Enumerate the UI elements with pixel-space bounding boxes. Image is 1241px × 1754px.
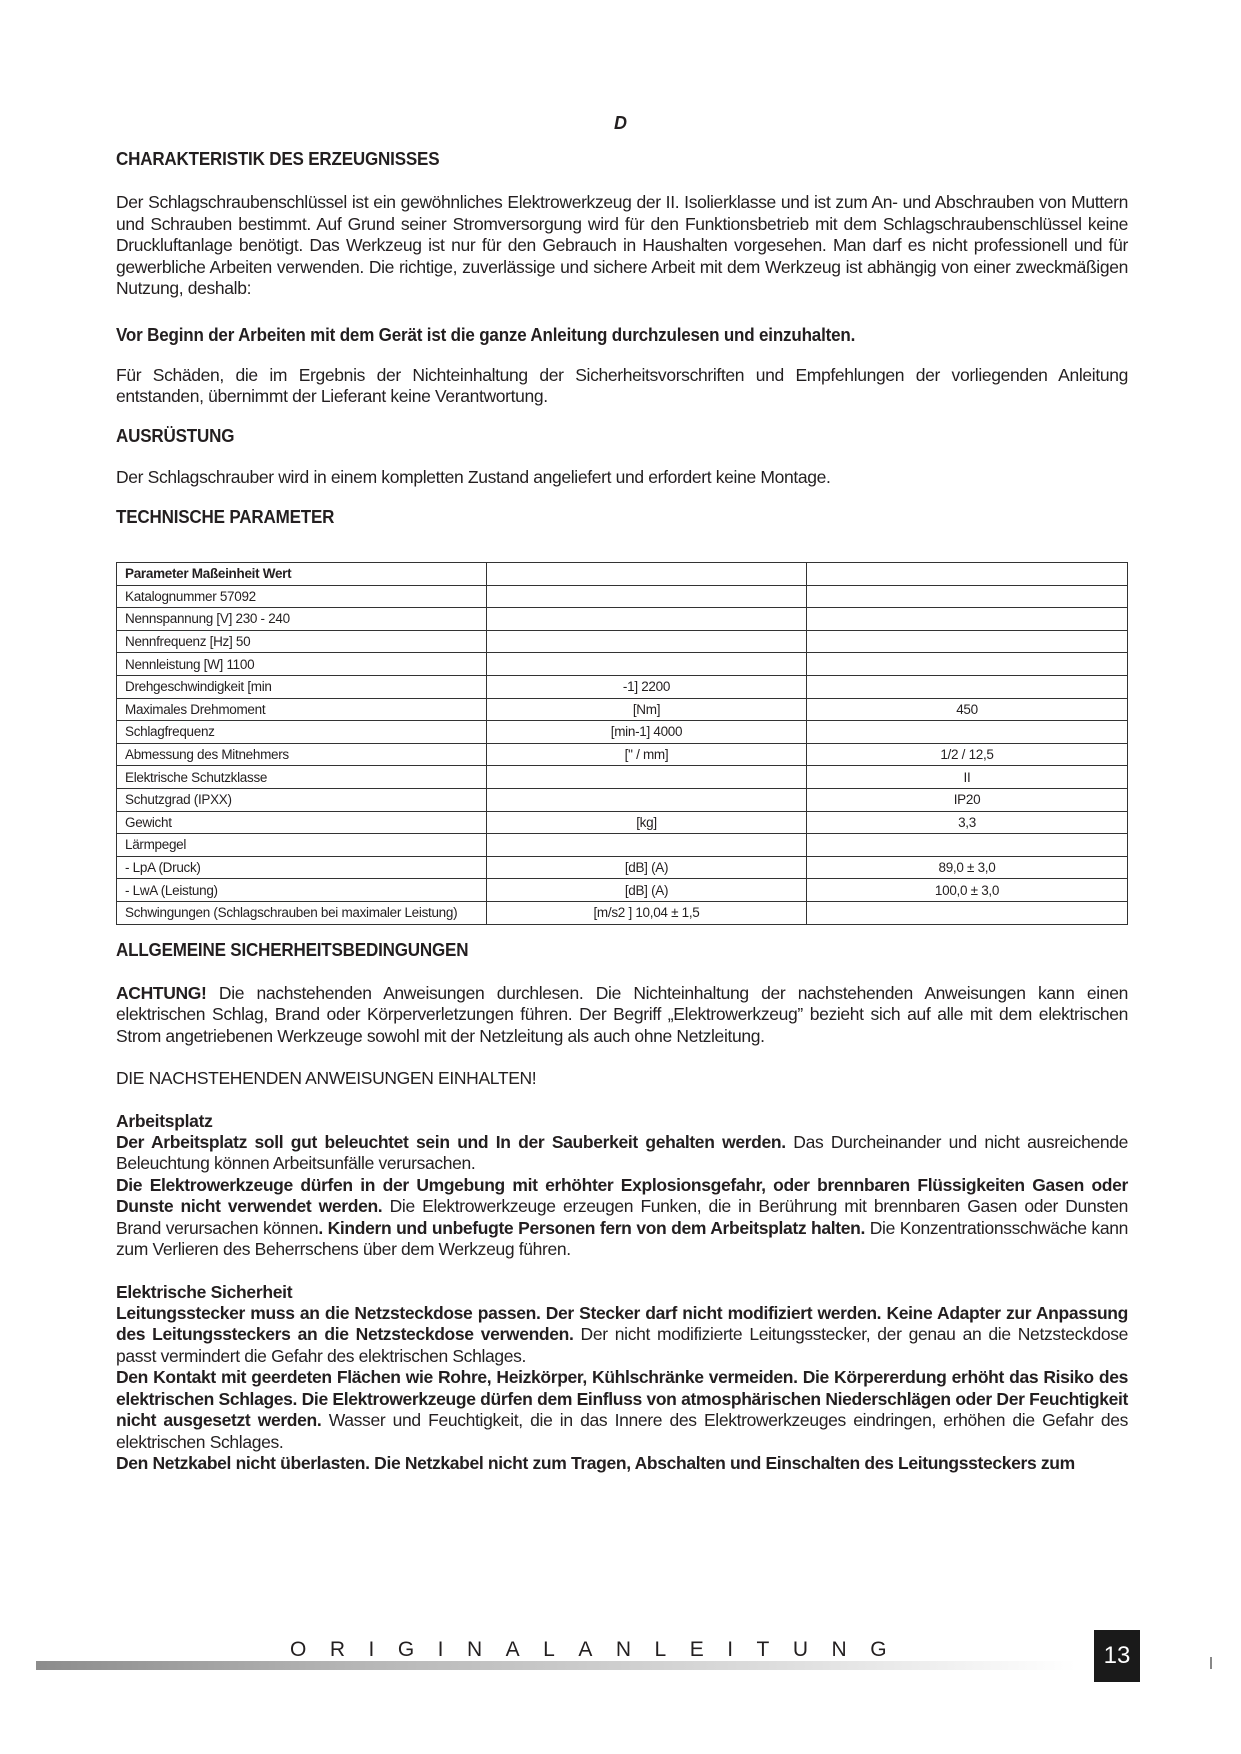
table-cell-c3: 1/2 / 12,5 [807, 743, 1128, 766]
elektrisch-rule-1: Leitungsstecker muss an die Netzsteckdose passen. Der Stecker darf nicht modifiziert werden. Keine Adapter zur Anpassung des Leitungssteckers an die Netzsteckdose verwenden. [116, 1302, 1128, 1344]
footer-title: ORIGINALANLEITUNG [290, 1638, 911, 1661]
table-row [117, 630, 1128, 653]
table-cell-c1: Gewicht [117, 811, 487, 834]
table-row [117, 698, 1128, 721]
table-cell-c3 [807, 563, 1128, 586]
section-title-sicherheit: ALLGEMEINE SICHERHEITSBEDINGUNGEN [116, 938, 469, 960]
table-header-row [117, 563, 1128, 586]
footer-gradient-bar [36, 1661, 1076, 1670]
table-cell-c1: Drehgeschwindigkeit [min [117, 675, 487, 698]
arbeitsplatz-paragraph-2 [116, 1175, 1128, 1261]
table-row [117, 901, 1128, 924]
table-cell-c2 [487, 834, 807, 857]
table-row [117, 811, 1128, 834]
table-cell-c2: [" / mm] [487, 743, 807, 766]
table-cell-c3 [807, 721, 1128, 744]
arbeitsplatz-rule-2: Die Elektrowerkzeuge dürfen in der Umgebung mit erhöhter Explosionsgefahr, oder brennbaren Flüssigkeiten Gasen oder Dunste nicht verwendet werden. [116, 1174, 1128, 1216]
table-cell-c2 [487, 630, 807, 653]
table-cell-c1: Lärmpegel [117, 834, 487, 857]
language-marker: D [614, 113, 627, 133]
table-row [117, 653, 1128, 676]
table-cell-c2 [487, 653, 807, 676]
achtung-paragraph [116, 983, 1128, 1048]
table-cell-c3: 100,0 ± 3,0 [807, 879, 1128, 902]
elektrisch-rule-2: Den Kontakt mit geerdeten Flächen wie Rohre, Heizkörper, Kühlschränke vermeiden. Die Körpererdung erhöht das Risiko des elektrischen Schlages. Die Elektrowerkzeuge dürfen dem Einfluss von atmosphärischen Niederschlägen oder Der Feuchtigkeit nicht ausgesetzt werden. [116, 1367, 1128, 1430]
achtung-label: ACHTUNG! [116, 982, 207, 1003]
table-cell-c1: Nennfrequenz [Hz] 50 [117, 630, 487, 653]
elektrisch-paragraph-2 [116, 1367, 1128, 1453]
table-cell-c2 [487, 608, 807, 631]
table-cell-c2 [487, 563, 807, 586]
table-cell-c3 [807, 675, 1128, 698]
arbeitsplatz-explanation-3: Die Konzentrationsschwäche kann zum Verlieren des Beherrschens über dem Werkzeug führen. [116, 1217, 1128, 1259]
section-title-ausruestung: AUSRÜSTUNG [116, 424, 235, 446]
table-cell-c3 [807, 653, 1128, 676]
ausruestung-body: Der Schlagschrauber wird in einem kompletten Zustand angeliefert und erfordert keine Montage. [116, 466, 831, 487]
arbeitsplatz-explanation-2: Die Elektrowerkzeuge erzeugen Funken, die in Berührung mit brennbaren Gasen oder Dunsten Brand verursachen können [116, 1196, 1129, 1238]
table-cell-c2: -1] 2200 [487, 675, 807, 698]
table-cell-c3 [807, 630, 1128, 653]
table-row [117, 721, 1128, 744]
table-cell-c2: [Nm] [487, 698, 807, 721]
elektrisch-paragraph-1 [116, 1303, 1128, 1368]
page-number-badge: 13 [1094, 1630, 1140, 1682]
table-cell-c3 [807, 608, 1128, 631]
arbeitsplatz-explanation-1: Das Durcheinander und nicht ausreichende Beleuchtung können Arbeitsunfälle verursachen. [116, 1131, 1128, 1173]
subsection-arbeitsplatz: Arbeitsplatz [116, 1110, 213, 1131]
section-title-charakteristik: CHARAKTERISTIK DES ERZEUGNISSES [116, 148, 440, 169]
table-row [117, 856, 1128, 879]
table-cell-c1: - LwA (Leistung) [117, 879, 487, 902]
table-cell-c2: [m/s2 ] 10,04 ± 1,5 [487, 901, 807, 924]
table-cell-c1: Elektrische Schutzklasse [117, 766, 487, 789]
table-cell-c3: II [807, 766, 1128, 789]
table-cell-c1: Schutzgrad (IPXX) [117, 788, 487, 811]
table-cell-c1: Schlagfrequenz [117, 721, 487, 744]
technical-parameters-table [116, 562, 1128, 925]
table-cell-c1: Abmessung des Mitnehmers [117, 743, 487, 766]
arbeitsplatz-paragraph-1 [116, 1132, 1128, 1175]
elektrisch-explanation-2: Wasser und Feuchtigkeit, die in das Innere des Elektrowerkzeuges eindringen, erhöhen die Gefahr des elektrischen Schlages. [116, 1410, 1128, 1452]
table-row [117, 788, 1128, 811]
table-row [117, 834, 1128, 857]
table-cell-c1: Parameter Maßeinheit Wert [117, 563, 487, 586]
table-cell-c2 [487, 788, 807, 811]
elektrisch-explanation-1: Der nicht modifizierte Leitungsstecker, der genau an die Netzsteckdose passt vermindert die Gefahr des elektrischen Schlages. [116, 1324, 1128, 1366]
table-row [117, 608, 1128, 631]
table-cell-c2: [kg] [487, 811, 807, 834]
table-cell-c3: 450 [807, 698, 1128, 721]
edge-mark [1210, 1657, 1212, 1669]
table-cell-c2 [487, 585, 807, 608]
table-cell-c3: IP20 [807, 788, 1128, 811]
achtung-text: Die nachstehenden Anweisungen durchlesen. Die Nichteinhaltung der nachstehenden Anweisungen kann einen elektrischen Schlag, Brand oder Körperverletzungen führen. Der Begriff „Elektrowerkzeug” bezieht sich auf alle mit dem elektrischen Strom angetriebenen Werkzeuge sowohl mit der Netzleitung als auch ohne Netzleitung. [116, 982, 1128, 1046]
table-row [117, 766, 1128, 789]
table-cell-c3 [807, 901, 1128, 924]
table-cell-c1: Maximales Drehmoment [117, 698, 487, 721]
table-row [117, 675, 1128, 698]
subsection-elektrische-sicherheit: Elektrische Sicherheit [116, 1281, 293, 1302]
table-cell-c1: Nennspannung [V] 230 - 240 [117, 608, 487, 631]
table-row [117, 743, 1128, 766]
table-cell-c2: [min-1] 4000 [487, 721, 807, 744]
table-cell-c2: [dB] (A) [487, 856, 807, 879]
arbeitsplatz-rule-1: Der Arbeitsplatz soll gut beleuchtet sein und In der Sauberkeit gehalten werden. [116, 1131, 786, 1152]
elektrisch-paragraph-3 [116, 1453, 1128, 1475]
page-content [116, 148, 1128, 1475]
table-cell-c3 [807, 834, 1128, 857]
charakteristik-emphasis: Vor Beginn der Arbeiten mit dem Gerät ist die ganze Anleitung durchzulesen und einzuhalten. [116, 323, 856, 345]
table-row [117, 879, 1128, 902]
einhalten-notice: DIE NACHSTEHENDEN ANWEISUNGEN EINHALTEN! [116, 1068, 537, 1088]
table-cell-c1: Nennleistung [W] 1100 [117, 653, 487, 676]
charakteristik-body: Der Schlagschraubenschlüssel ist ein gewöhnliches Elektrowerkzeug der II. Isolierklasse und ist zum An- und Abschrauben von Muttern und Schrauben bestimmt. Auf Grund seiner Stromversorgung wird für den Funktionsbetrieb mit dem Schlagschraubenschlüssel keine Druckluftanlage benötigt. Das Werkzeug ist nur für den Gebrauch in Haushalten vorgesehen. Man darf es nicht professionell und für gewerbliche Arbeiten verwenden. Die richtige, zuverlässige und sichere Arbeit mit dem Werkzeug ist abhängig von einer zweckmäßigen Nutzung, deshalb: [116, 192, 1128, 298]
table-cell-c3: 3,3 [807, 811, 1128, 834]
table-cell-c1: - LpA (Druck) [117, 856, 487, 879]
table-row [117, 585, 1128, 608]
table-cell-c1: Schwingungen (Schlagschrauben bei maximaler Leistung) [117, 901, 487, 924]
table-cell-c3: 89,0 ± 3,0 [807, 856, 1128, 879]
section-title-technische-parameter: TECHNISCHE PARAMETER [116, 506, 335, 527]
table-cell-c2: [dB] (A) [487, 879, 807, 902]
liability-text: Für Schäden, die im Ergebnis der Nichteinhaltung der Sicherheitsvorschriften und Empfehlungen der vorliegenden Anleitung entstanden, übernimmt der Lieferant keine Verantwortung. [116, 364, 1128, 406]
arbeitsplatz-rule-3: . Kindern und unbefugte Personen fern von dem Arbeitsplatz halten. [318, 1217, 865, 1238]
table-cell-c3 [807, 585, 1128, 608]
table-cell-c2 [487, 766, 807, 789]
elektrisch-rule-3: Den Netzkabel nicht überlasten. Die Netzkabel nicht zum Tragen, Abschalten und Einschalten des Leitungssteckers zum [116, 1453, 1075, 1473]
table-cell-c1: Katalognummer 57092 [117, 585, 487, 608]
